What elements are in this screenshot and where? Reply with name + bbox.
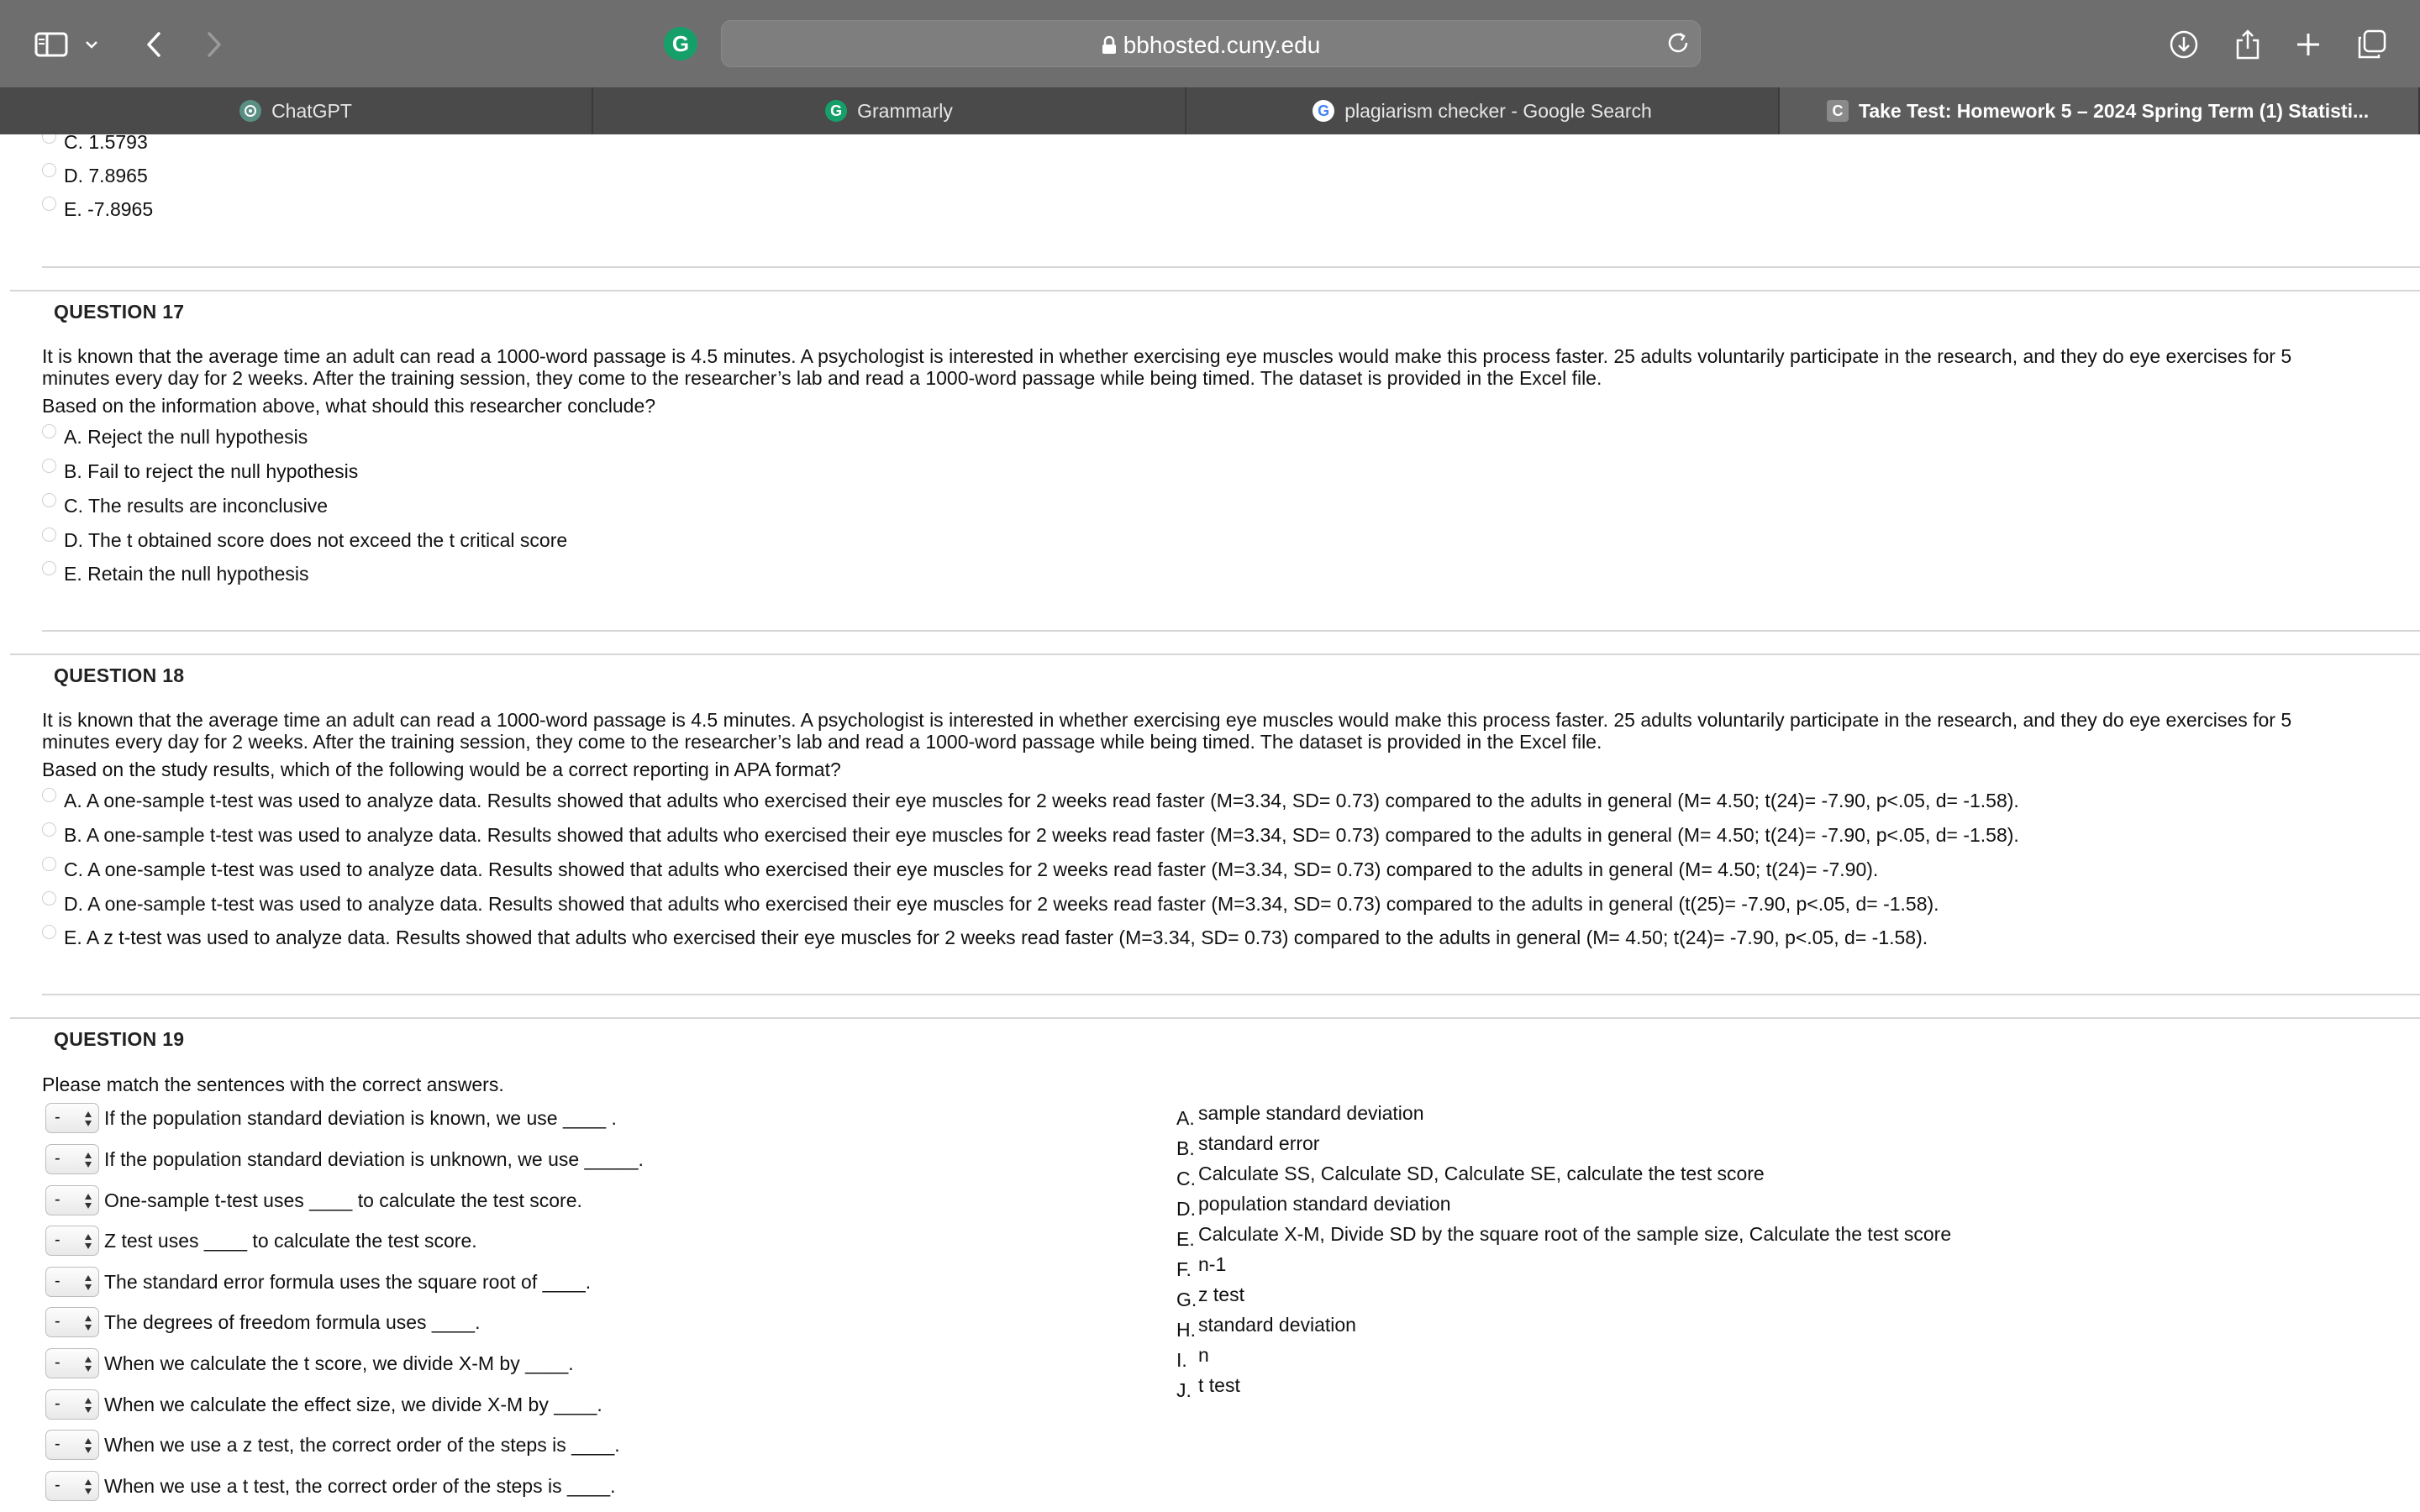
up-down-arrows-icon bbox=[84, 1355, 92, 1378]
up-down-arrows-icon bbox=[84, 1151, 92, 1173]
match-select[interactable]: - bbox=[45, 1226, 99, 1256]
answer-option[interactable]: D. 7.8965 bbox=[42, 165, 148, 187]
divider bbox=[42, 994, 2420, 995]
radio-button[interactable] bbox=[42, 528, 56, 542]
match-select[interactable]: - bbox=[45, 1430, 99, 1460]
divider bbox=[10, 290, 2420, 291]
up-down-arrows-icon bbox=[84, 1232, 92, 1255]
lock-icon bbox=[1102, 34, 1117, 60]
answer-option[interactable]: C. The results are inconclusive bbox=[42, 495, 328, 517]
answer-choice: A. sample standard deviation bbox=[1176, 1102, 1424, 1129]
question-18-title: QUESTION 18 bbox=[54, 664, 185, 686]
radio-button[interactable] bbox=[42, 134, 56, 144]
divider bbox=[42, 630, 2420, 632]
question-19-prompt: Please match the sentences with the correct answers. bbox=[42, 1074, 504, 1095]
tab-chatgpt[interactable] bbox=[0, 87, 593, 134]
question-17-title: QUESTION 17 bbox=[54, 301, 185, 323]
grammarly-extension-icon[interactable]: G bbox=[664, 27, 697, 60]
match-row bbox=[45, 1100, 617, 1136]
downloads-icon[interactable] bbox=[2165, 25, 2203, 64]
match-select[interactable]: - bbox=[45, 1185, 99, 1215]
c-icon: C bbox=[1827, 100, 1849, 122]
up-down-arrows-icon bbox=[84, 1478, 92, 1500]
answer-option[interactable]: C. 1.5793 bbox=[42, 134, 148, 154]
radio-button[interactable] bbox=[42, 197, 56, 211]
address-bar[interactable] bbox=[721, 20, 1701, 67]
url-text: bbhosted.cuny.edu bbox=[1123, 32, 1321, 58]
answer-choice: F. n-1 bbox=[1176, 1253, 1227, 1280]
match-row bbox=[45, 1223, 477, 1258]
match-select[interactable]: - bbox=[45, 1389, 99, 1420]
answer-choice: E. Calculate X-M, Divide SD by the square root of the sample size, Calculate the test score bbox=[1176, 1223, 1952, 1250]
match-sentence: The degrees of freedom formula uses ____. bbox=[104, 1310, 481, 1333]
tab-overview-icon[interactable] bbox=[2353, 25, 2391, 64]
radio-button[interactable] bbox=[42, 163, 56, 177]
answer-choice: H. standard deviation bbox=[1176, 1314, 1356, 1341]
match-select[interactable]: - bbox=[45, 1348, 99, 1378]
answer-option[interactable]: A. A one-sample t-test was used to analyze data. Results showed that adults who exercised their eye muscles for 2 weeks read faster (M=3.34, SD= 0.73) compared to the adults in general (M= 4.50; t(24)= -7.90, p<.05, d= -1.58). bbox=[42, 790, 2019, 812]
match-row bbox=[45, 1183, 582, 1218]
tab-label: Grammarly bbox=[857, 99, 953, 122]
tab-label: plagiarism checker - Google Search bbox=[1344, 99, 1652, 122]
new-tab-icon[interactable] bbox=[2289, 25, 2328, 64]
tab-google-search[interactable] bbox=[1186, 87, 1780, 134]
chevron-down-icon[interactable] bbox=[81, 25, 103, 64]
share-icon[interactable] bbox=[2228, 25, 2267, 64]
match-row bbox=[45, 1142, 644, 1177]
up-down-arrows-icon bbox=[84, 1110, 92, 1132]
tab-label: Take Test: Homework 5 – 2024 Spring Term (1) Statisti... bbox=[1859, 99, 2370, 122]
forward-icon[interactable] bbox=[195, 25, 234, 64]
answer-option[interactable]: E. Retain the null hypothesis bbox=[42, 563, 309, 585]
browser-toolbar bbox=[0, 0, 2420, 87]
answer-choice: C. Calculate SS, Calculate SD, Calculate SE, calculate the test score bbox=[1176, 1163, 1765, 1189]
match-sentence: When we calculate the effect size, we divide X-M by ____. bbox=[104, 1393, 602, 1415]
match-sentence: When we use a t test, the correct order of the steps is ____. bbox=[104, 1474, 616, 1497]
radio-button[interactable] bbox=[42, 459, 56, 473]
answer-option[interactable]: E. -7.8965 bbox=[42, 198, 153, 221]
radio-button[interactable] bbox=[42, 857, 56, 871]
radio-button[interactable] bbox=[42, 925, 56, 939]
answer-choice: I. n bbox=[1176, 1344, 1209, 1371]
answer-option[interactable]: B. A one-sample t-test was used to analyze data. Results showed that adults who exercised their eye muscles for 2 weeks read faster (M=3.34, SD= 0.73) compared to the adults in general (M= 4.50; t(24)= -7.90, p<.05, d= -1.58). bbox=[42, 824, 2019, 847]
up-down-arrows-icon bbox=[84, 1396, 92, 1419]
radio-button[interactable] bbox=[42, 561, 56, 575]
radio-button[interactable] bbox=[42, 493, 56, 507]
answer-choice: J. t test bbox=[1176, 1374, 1240, 1401]
match-row bbox=[45, 1427, 620, 1462]
question-17-prompt: Based on the information above, what should this researcher conclude? bbox=[42, 395, 656, 417]
match-sentence: When we calculate the t score, we divide X-M by ____. bbox=[104, 1352, 574, 1374]
up-down-arrows-icon bbox=[84, 1273, 92, 1296]
answer-choice: D. population standard deviation bbox=[1176, 1193, 1451, 1220]
answer-option[interactable]: E. A z t-test was used to analyze data. Results showed that adults who exercised their eye muscles for 2 weeks read faster (M=3.34, SD= 0.73) compared to the adults in general (M= 4.50; t(24)= -7.90, p<.05, d= -1.58). bbox=[42, 927, 1928, 949]
answer-option[interactable]: D. The t obtained score does not exceed the t critical score bbox=[42, 529, 567, 552]
test-content bbox=[0, 134, 2420, 1512]
match-row bbox=[45, 1468, 616, 1504]
match-sentence: When we use a z test, the correct order of the steps is ____. bbox=[104, 1433, 620, 1456]
up-down-arrows-icon bbox=[84, 1192, 92, 1215]
question-19-title: QUESTION 19 bbox=[54, 1028, 185, 1050]
match-row bbox=[45, 1264, 591, 1299]
match-row bbox=[45, 1346, 574, 1381]
match-sentence: The standard error formula uses the square root of ____. bbox=[104, 1270, 592, 1293]
answer-option[interactable]: A. Reject the null hypothesis bbox=[42, 426, 308, 449]
match-sentence: One-sample t-test uses ____ to calculate the test score. bbox=[104, 1189, 582, 1211]
tab-grammarly[interactable] bbox=[593, 87, 1186, 134]
match-sentence: If the population standard deviation is known, we use ____ . bbox=[104, 1106, 617, 1129]
grammarly-icon: G bbox=[825, 100, 847, 122]
sidebar-toggle-icon[interactable] bbox=[32, 25, 71, 64]
match-row bbox=[45, 1305, 480, 1340]
answer-option[interactable]: C. A one-sample t-test was used to analyze data. Results showed that adults who exercised their eye muscles for 2 weeks read faster (M=3.34, SD= 0.73) compared to the adults in general (M= 4.50; t(24)= -7.90). bbox=[42, 858, 1878, 881]
question-18-prompt: Based on the study results, which of the following would be a correct reporting in APA format? bbox=[42, 759, 841, 780]
match-select[interactable]: - bbox=[45, 1471, 99, 1501]
match-select[interactable]: - bbox=[45, 1307, 99, 1337]
radio-button[interactable] bbox=[42, 788, 56, 802]
match-select[interactable]: - bbox=[45, 1144, 99, 1174]
match-sentence: If the population standard deviation is unknown, we use _____. bbox=[104, 1147, 644, 1170]
divider bbox=[10, 654, 2420, 655]
match-select[interactable]: - bbox=[45, 1103, 99, 1133]
divider bbox=[10, 1017, 2420, 1019]
answer-option[interactable]: B. Fail to reject the null hypothesis bbox=[42, 460, 358, 483]
divider bbox=[42, 266, 2420, 268]
reload-icon[interactable] bbox=[1665, 29, 1691, 60]
chatgpt-icon bbox=[239, 100, 261, 122]
question-18-text: It is known that the average time an adult can read a 1000-word passage is 4.5 minutes. A psychologist is interested in whether exercising eye muscles would make this process faster. 25 adults voluntarily participate in the research, and they do eye exercises for 5 minutes every day for 2 weeks. After the training session, they come to the researcher’s lab and read a 1000-word passage while being timed. The dataset is provided in the Excel file. bbox=[42, 709, 2292, 753]
radio-button[interactable] bbox=[42, 822, 56, 837]
tab-bar bbox=[0, 87, 2420, 134]
answer-choice: B. standard error bbox=[1176, 1132, 1320, 1159]
match-select[interactable]: - bbox=[45, 1267, 99, 1297]
tab-take-test[interactable] bbox=[1780, 87, 2420, 134]
up-down-arrows-icon bbox=[84, 1314, 92, 1336]
tab-label: ChatGPT bbox=[271, 99, 352, 122]
match-row bbox=[45, 1387, 602, 1422]
radio-button[interactable] bbox=[42, 424, 56, 438]
answer-choice: G. z test bbox=[1176, 1284, 1244, 1310]
google-icon: G bbox=[1313, 100, 1334, 122]
up-down-arrows-icon bbox=[84, 1436, 92, 1459]
answer-option[interactable]: D. A one-sample t-test was used to analyze data. Results showed that adults who exercised their eye muscles for 2 weeks read faster (M=3.34, SD= 0.73) compared to the adults in general (t(25)= -7.90, p<.05, d= -1.58). bbox=[42, 893, 1939, 916]
radio-button[interactable] bbox=[42, 891, 56, 906]
back-icon[interactable] bbox=[134, 25, 173, 64]
match-sentence: Z test uses ____ to calculate the test score. bbox=[104, 1229, 477, 1252]
question-17-text: It is known that the average time an adult can read a 1000-word passage is 4.5 minutes. A psychologist is interested in whether exercising eye muscles would make this process faster. 25 adults voluntarily participate in the research, and they do eye exercises for 5 minutes every day for 2 weeks. After the training session, they come to the researcher’s lab and read a 1000-word passage while being timed. The dataset is provided in the Excel file. bbox=[42, 345, 2292, 389]
